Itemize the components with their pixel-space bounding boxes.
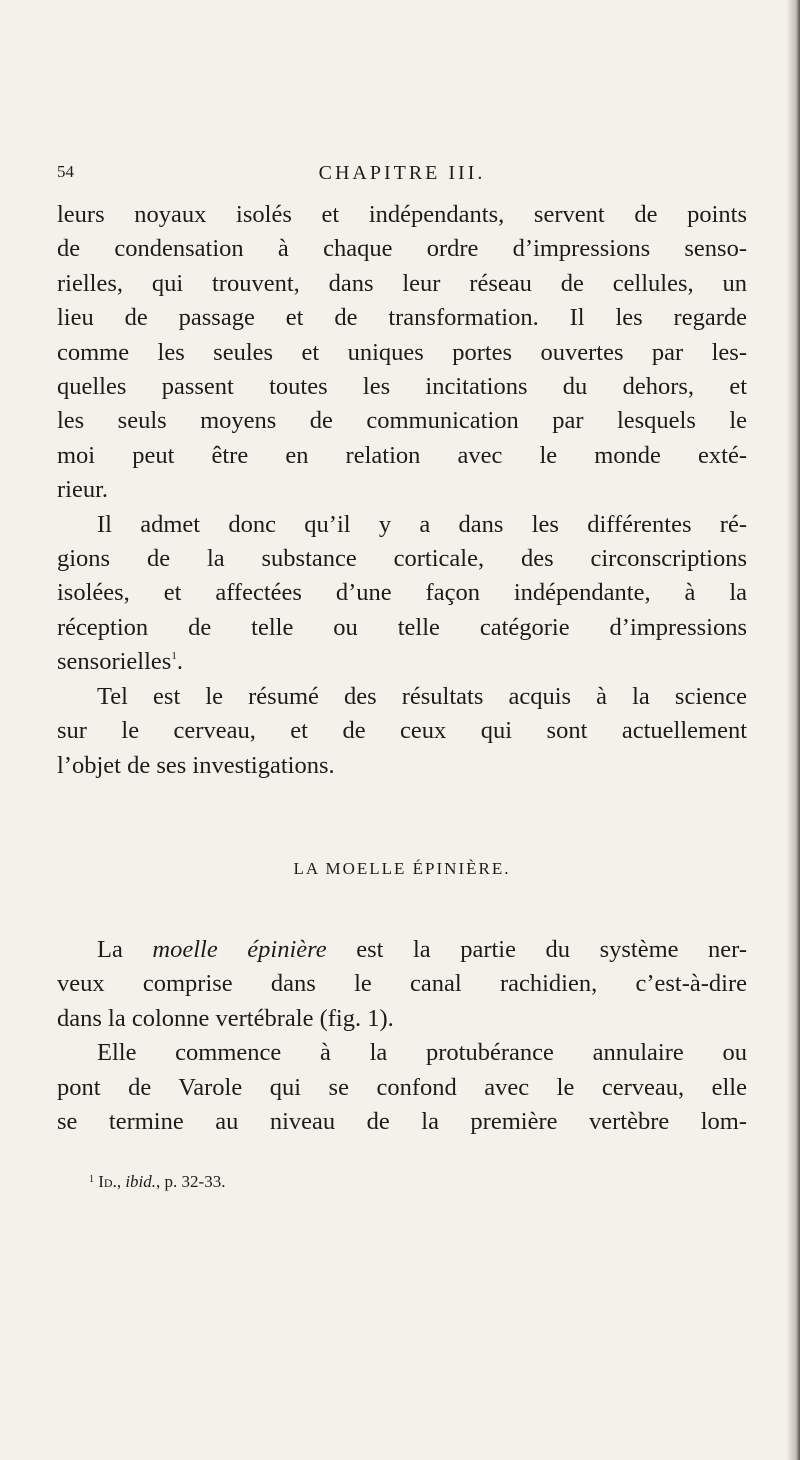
text-line: dans la colonne vertébrale (fig. 1). <box>57 1004 394 1032</box>
body-text <box>57 198 747 1139</box>
text-line: comme les seules et uniques portes ouvertes par les- <box>57 338 747 366</box>
line-text: sensorielles <box>57 648 172 676</box>
footnote-ibid: ibid. <box>125 1172 157 1191</box>
text-line: sensorielles$^1$. <box>57 648 183 676</box>
text-line: Tel est le résumé des résultats acquis à la science <box>97 682 747 710</box>
running-head <box>57 162 747 190</box>
text-line: se termine au niveau de la première vertèbre lom- <box>57 1107 747 1135</box>
footnote <box>57 1171 747 1193</box>
text-line: sur le cerveau, et de ceux qui sont actuellement <box>57 717 747 745</box>
page-edge-shadow <box>786 0 800 1460</box>
footnote-reference[interactable]: 1 <box>171 650 177 663</box>
paragraph-4 <box>57 933 747 1036</box>
text-line: Elle commence à la protubérance annulaire ou <box>97 1039 747 1067</box>
text-line: Il admet donc qu’il y a dans les différentes ré- <box>97 510 747 538</box>
footnote-pages: , p. 32-33. <box>156 1172 226 1191</box>
footnote-mark: 1 <box>89 1174 94 1185</box>
text-line: quelles passent toutes les incitations du dehors, et <box>57 373 747 401</box>
text-line: pont de Varole qui se confond avec le cerveau, elle <box>57 1073 747 1101</box>
text-line: réception de telle ou telle catégorie d’impressions <box>57 613 747 641</box>
paragraph-5 <box>57 1036 747 1139</box>
text-line <box>57 933 747 967</box>
text-line: lieu de passage et de transformation. Il les regarde <box>57 304 747 332</box>
text-line: leurs noyaux isolés et indépendants, servent de points <box>57 201 747 228</box>
text-line: isolées, et affectées d’une façon indépendante, à la <box>57 579 747 607</box>
footnote-author: Id. <box>98 1172 117 1191</box>
paragraph-1 <box>57 198 747 508</box>
text-line: les seuls moyens de communication par lesquels le <box>57 407 747 435</box>
section-heading: LA MOELLE ÉPINIÈRE. <box>293 858 511 878</box>
italic-term: moelle épinière <box>152 935 327 963</box>
text-line: rielles, qui trouvent, dans leur réseau de cellules, un <box>57 269 747 297</box>
paragraph-3 <box>57 680 747 783</box>
paragraph-2 <box>57 508 747 680</box>
text-line: rieur. <box>57 476 109 504</box>
page-number: 54 <box>57 162 74 181</box>
text-line: moi peut être en relation avec le monde exté- <box>57 441 747 469</box>
text-line: veux comprise dans le canal rachidien, c’est-à-dire <box>57 970 747 998</box>
text-line: l’objet de ses investigations. <box>57 751 335 779</box>
footnote-sep: , <box>116 1172 126 1191</box>
text-line: de condensation à chaque ordre d’impressions senso- <box>57 235 747 263</box>
line-text: est la partie du système ner- <box>326 935 748 963</box>
line-text: La <box>97 935 153 963</box>
text-line: gions de la substance corticale, des circonscriptions <box>57 545 747 573</box>
chapter-title: CHAPITRE III. <box>318 162 486 184</box>
